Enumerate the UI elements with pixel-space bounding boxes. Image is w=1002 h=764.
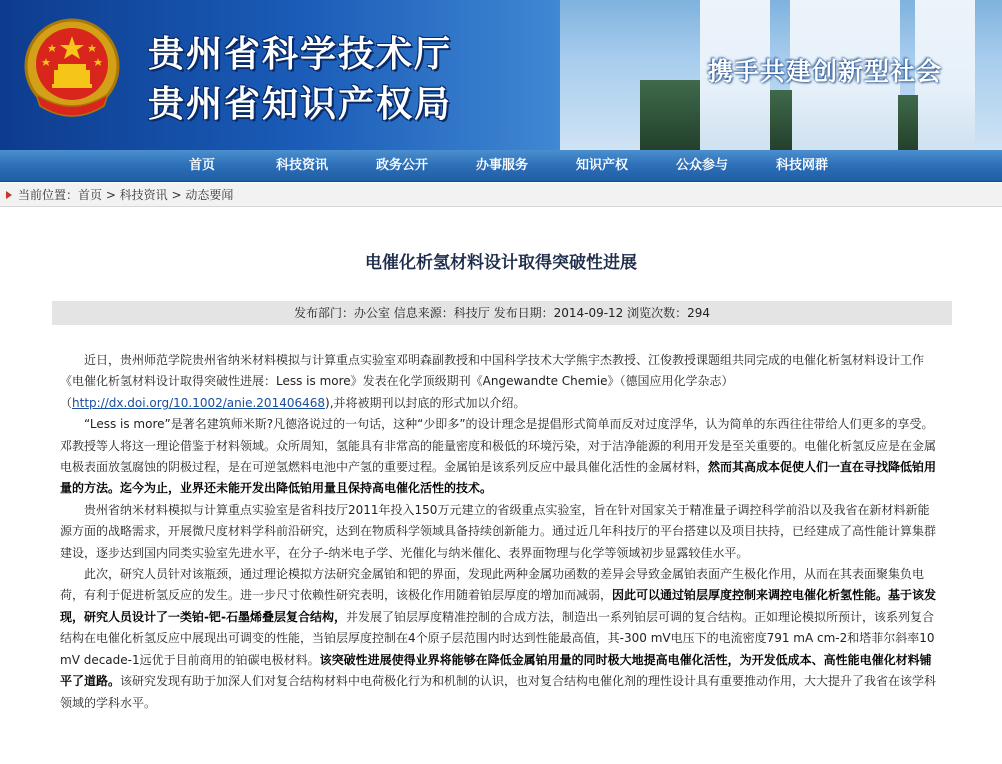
article-body bbox=[60, 350, 940, 714]
nav-item-gov-affairs[interactable]: 政务公开 bbox=[375, 158, 428, 173]
article-paragraph: 贵州省纳米材料模拟与计算重点实验室是省科技厅2011年投入150万元建立的省级重点实验室，旨在针对国家关于精准量子调控科学前沿以及我省在新材料新能源方面的战略需求，开展微尺度材料学科前沿研究，达到在物质科学领域具备持续创新能力。通过近几年科技厅的平台搭建以及项目扶持，已经建成了高性能计算集群建设，逐步达到国内同类实验室先进水平，在分子-纳米电子学、光催化与纳米催化、表界面物理与化学等领域初步显露较佳水平。 bbox=[60, 502, 937, 560]
article-title: 电催化析氢材料设计取得突破性进展 bbox=[365, 253, 637, 273]
banner-slogan: 携手共建创新型社会 bbox=[708, 57, 943, 86]
nav-item-public[interactable]: 公众参与 bbox=[675, 158, 728, 173]
national-emblem-icon[interactable] bbox=[22, 14, 122, 124]
breadcrumb-text[interactable]: 当前位置：首页 > 科技资讯 > 动态要闻 bbox=[18, 188, 234, 202]
paragraph-bold-text: 该突破性进展使得业界将能够在降低金属铂用量的同时极大地提高电催化活性，为开发低成本、高性能电催化材料铺平了道路。 bbox=[60, 652, 932, 689]
breadcrumb-arrow-icon bbox=[6, 191, 12, 199]
article-meta: 发布部门：办公室 信息来源：科技厅 发布日期：2014-09-12 浏览次数：294 bbox=[52, 301, 952, 325]
banner-rock bbox=[640, 80, 700, 150]
site-title-line1: 贵州省科学技术厅 bbox=[148, 34, 453, 75]
main-nav bbox=[0, 150, 1002, 182]
nav-item-sci-news[interactable]: 科技资讯 bbox=[275, 158, 328, 173]
nav-item-home[interactable]: 首页 bbox=[188, 158, 215, 173]
site-title-line2: 贵州省知识产权局 bbox=[148, 84, 453, 125]
paragraph-text: 此次，研究人员针对该瓶颈，通过理论模拟方法研究金属铂和钯的界面，发现此两种金属功函数的差异会导致金属铂表面产生极化作用，从而在其表面聚集负电荷，有利于促进析氢反应的发生。进一步尺寸依赖性研究表明，该极化作用随着铂层厚度的增加而减弱， bbox=[60, 567, 925, 603]
banner-rock bbox=[898, 95, 918, 150]
paragraph-text: “Less is more”是著名建筑师米斯?凡德洛说过的一句话，这种“少即多”的设计理念是提倡形式简单而反对过度浮华，认为简单的东西往往带给人们更多的享受。邓教授等人将这一理论借鉴于材料领域。众所周知，氢能具有非常高的能量密度和极低的环境污染，对于洁净能源的利用开发是至关重要的。电催化析氢反应是在金属电极表面放氢腐蚀的阴极过程，是在可逆氢燃料电池中产氢的重要过程。金属铂是该系列反应中最具催化活性的金属材料， bbox=[60, 417, 937, 475]
nav-item-services[interactable]: 办事服务 bbox=[475, 158, 528, 173]
banner-rock bbox=[770, 90, 792, 150]
article-paragraph bbox=[60, 350, 940, 414]
paragraph-text: 该研究发现有助于加深人们对复合结构材料中电荷极化行为和机制的认识，也对复合结构电催化剂的理性设计具有重要推动作用，大大提升了我省在该学科领域的学科水平。 bbox=[60, 674, 937, 710]
site-banner bbox=[0, 0, 1002, 150]
paragraph-bold-text: 因此可以通过铂层厚度控制来调控电催化析氢性能。基于该发现，研究人员设计了一类铂-钯-石墨烯叠层复合结构， bbox=[60, 588, 937, 624]
paragraph-text: ),并将被期刊以封底的形式加以介绍。 bbox=[325, 395, 526, 410]
paragraph-text: 近日，贵州师范学院贵州省纳米材料模拟与计算重点实验室邓明森副教授和中国科学技术大学熊宇杰教授、江俊教授课题组共同完成的电催化析氢材料设计工作《电催化析氢材料设计取得突破性进展：Less is more》发表在化学顶级期刊《Angewandte Chemie》（德国应用化学杂志）（ bbox=[60, 353, 925, 410]
article-paragraph bbox=[60, 414, 940, 500]
paragraph-bold-text: 然而其高成本促使人们一直在寻找降低铂用量的方法。迄今为止，业界还未能开发出降低铂用量且保持高电催化活性的技术。 bbox=[60, 460, 937, 496]
nav-item-sci-network[interactable]: 科技网群 bbox=[775, 158, 828, 173]
doi-link[interactable]: http://dx.doi.org/10.1002/anie.201406468 bbox=[72, 395, 326, 410]
nav-item-ip[interactable]: 知识产权 bbox=[575, 158, 628, 173]
article-paragraph bbox=[60, 564, 940, 714]
paragraph-text: 并发展了铂层厚度精准控制的合成方法，制造出一系列铂层可调的复合结构。正如理论模拟所预计，该系列复合结构在电催化析氢反应中展现出可调变的性能，当铂层厚度控制在4个原子层范围内时达到性能最高值，其-300 mV电压下的电流密度791 mA cm-2和塔菲尔斜率10 mV decade-1远优于目前商用的铂碳电极材料。 bbox=[60, 609, 935, 667]
breadcrumb bbox=[0, 183, 1002, 207]
